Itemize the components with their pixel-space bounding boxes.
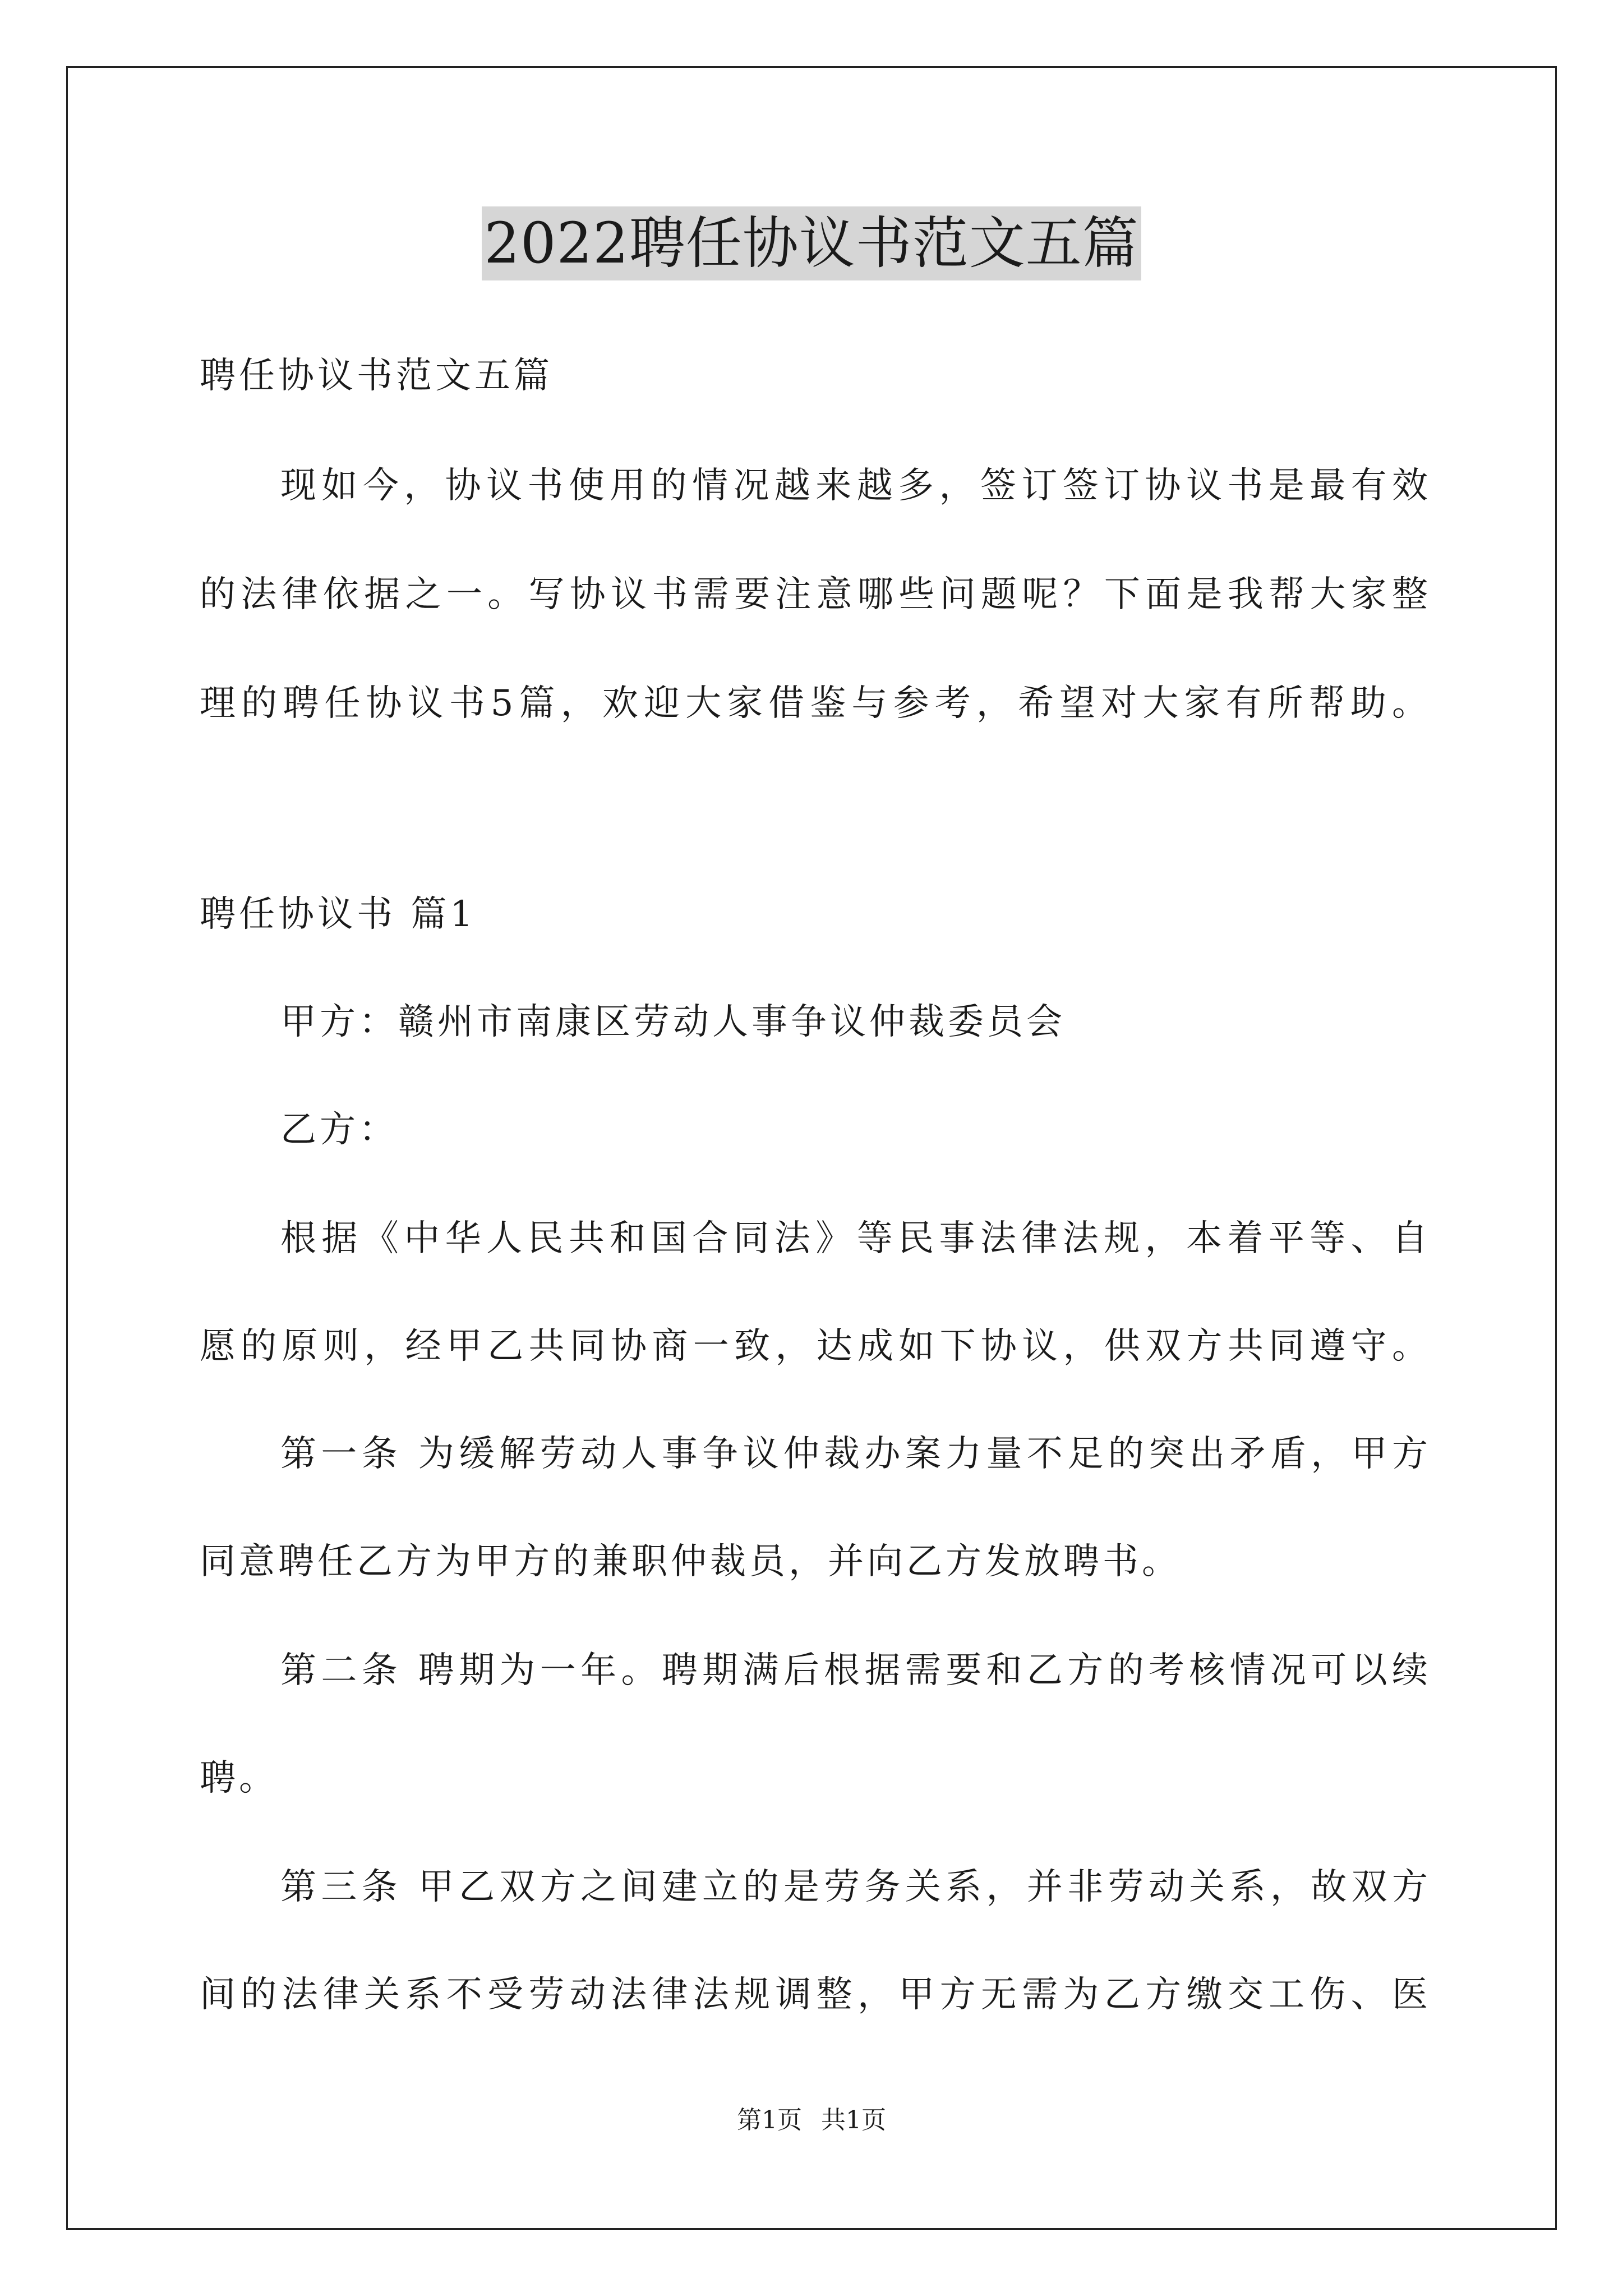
page-footer	[0, 2105, 1623, 2136]
article-1-line: 同意聘任乙方为甲方的兼职仲裁员，并向乙方发放聘书。	[200, 1541, 1181, 1582]
article-3-line: 间的法律关系不受劳动法律法规调整，甲方无需为乙方缴交工伤、医	[200, 1974, 1428, 2016]
intro-paragraph-line: 现如今，协议书使用的情况越来越多，签订签订协议书是最有效	[280, 465, 1428, 507]
party-a-line: 甲方：赣州市南康区劳动人事争议仲裁委员会	[280, 1001, 1066, 1043]
preamble-line: 愿的原则，经甲乙共同协商一致，达成如下协议，供双方共同遵守。	[200, 1326, 1428, 1367]
subtitle-line: 聘任协议书范文五篇	[200, 355, 553, 397]
article-2-line: 聘。	[200, 1757, 278, 1799]
title-container	[0, 206, 1623, 280]
article-1-line: 第一条 为缓解劳动人事争议仲裁办案力量不足的突出矛盾，甲方	[280, 1433, 1428, 1475]
page-number-total: 共1页	[821, 2106, 886, 2134]
article-3-line: 第三条 甲乙双方之间建立的是劳务关系，并非劳动关系，故双方	[280, 1866, 1428, 1908]
intro-paragraph-line: 理的聘任协议书5篇，欢迎大家借鉴与参考，希望对大家有所帮助。	[200, 683, 1428, 724]
document-title: 2022聘任协议书范文五篇	[482, 206, 1141, 280]
intro-paragraph-line: 的法律依据之一。写协议书需要注意哪些问题呢？下面是我帮大家整	[200, 574, 1428, 615]
section-heading: 聘任协议书 篇1	[200, 894, 477, 935]
preamble-line: 根据《中华人民共和国合同法》等民事法律法规，本着平等、自	[280, 1218, 1428, 1259]
party-b-line: 乙方：	[280, 1109, 398, 1151]
page-number-current: 第1页	[737, 2106, 802, 2134]
article-2-line: 第二条 聘期为一年。聘期满后根据需要和乙方的考核情况可以续	[280, 1650, 1428, 1691]
